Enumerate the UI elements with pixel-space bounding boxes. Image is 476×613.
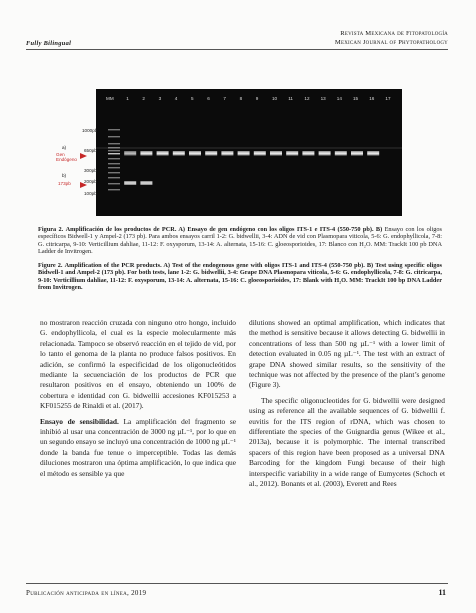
lane-number: 17 (385, 96, 391, 101)
caption-en-lead: Figure 2. (38, 262, 63, 269)
body-column-spanish (40, 318, 236, 479)
caption-es-lead: Figura 2. (38, 226, 64, 233)
panel-a-marker: a) (62, 145, 67, 150)
caption-en-title: Amplification of the PCR products. A) Test of the endogenous gene with oligos ITS-1 and ITS-4 (550-750 pb). B) (64, 262, 374, 269)
ladder-label-300: 300pb (84, 168, 97, 173)
specific-band-arrow (80, 182, 87, 188)
spanish-paragraph-1: no mostraron reacción cruzada con ninguno otro hongo, incluido G. endophyllicola, el cual es la especie molecularmente más relacionada. Tampoco se observó reacción en el tejido de vid, por lo tanto el genoma de la planta no produce falsos positivos. En adición, se confirmó la especificidad de los oligonucleótidos mediante la secuenciación de los productos de PCR que resultaron positivos en el ensayo, obteniendo un 100% de cobertura e identidad con G. bidwellii accesiones KF015253 a KF015255 de Rinaldi et al. (2017). (40, 318, 236, 411)
ladder-band (108, 172, 120, 173)
lane-number: 10 (272, 96, 278, 101)
ladder-band (108, 136, 120, 137)
ladder-band (108, 158, 120, 159)
lane-number: 12 (304, 96, 310, 101)
lane-number: 1 (126, 96, 129, 101)
lane-number: 5 (191, 96, 194, 101)
journal-title (335, 29, 448, 47)
page-number: 11 (438, 588, 446, 597)
lane-number: 14 (336, 96, 342, 101)
gel-bands (96, 89, 402, 216)
ladder-band (108, 163, 120, 164)
panel-b-marker: b) (62, 173, 67, 178)
ladder-band (108, 153, 120, 154)
endogenous-gene-band (221, 151, 233, 156)
footer-rule (26, 583, 448, 584)
running-header-left: Fully Bilingual (26, 40, 72, 47)
ladder-label-1000: 1000pb (82, 128, 98, 133)
ladder-label-650: 650pb (84, 148, 97, 153)
specific-173pb-band (124, 181, 136, 185)
specific-173pb-band (140, 181, 152, 185)
figure-caption-en (38, 262, 442, 291)
ladder-label-100: 100pb (84, 191, 97, 196)
ladder-band (108, 189, 120, 190)
endogenous-gene-band (173, 151, 185, 156)
figure-caption-es (38, 226, 442, 255)
journal-title-es: Revista Mexicana de Fitopatología (340, 30, 448, 37)
endogenous-gene-label: Gen Endógeno (56, 152, 77, 162)
lane-number: 4 (174, 96, 178, 101)
caption-en-body: Test using specific oligos Bidwell-1 and Ampel-2 (173 pb). For both tests, lane 1-2: G. bidwellii, 3-4: Grape DNA Plasmopara viticola, 5-6: G. endophyllicola, 7-8: G. citricarpa, 9-10: Verticillium dahliae, 11-12: F. oxysporum, 13-14: A. alternata, 15-16: C. gloeosporioides, 17: Blank with H₂O. MM: TrackIt 100 bp DNA Ladder from Invitrogen. (38, 262, 443, 291)
lane-number: 6 (207, 96, 210, 101)
journal-title-en: Mexican Journal of Phytopathology (334, 39, 448, 46)
english-paragraph-2: The specific oligonucleotides for G. bidwellii were designed using as reference all the available sequences of G. bidwellii f. euvitis for the ITS region of rDNA, which was chosen to differentiate the species of the Guignardia genus (Wikee et al., 2013a), because it is polymorphic. The internal transcribed spacers of this region have been proposed as a universal DNA Barcoding for the kingdom Fungi because of their high interspecific variability in a wide range of Eumycetes (Schoch et al., 2012). Bonants et al. (2003), Everett and Rees (249, 395, 445, 489)
endogenous-gene-band (319, 151, 331, 156)
endogenous-gene-band (157, 151, 169, 156)
endogenous-gene-band (238, 151, 250, 156)
specific-band-label: 173pb (58, 181, 71, 186)
header-rule (26, 49, 448, 50)
spanish-paragraph-2 (40, 417, 236, 479)
lane-number: 15 (353, 96, 359, 101)
spanish-paragraph-2-text: La amplificación del fragmento se inhibió al usar una concentración de 3000 ng µL⁻¹, por lo que en un segundo ensayo se incluyó una concentración de 1000 ng µL⁻¹ donde la banda fue tenue o imperceptible. Todas las demás diluciones mostraron una óptima amplificación, lo que indica que el método es sensible ya que (40, 416, 236, 478)
caption-es-title: Amplificación de los productos de PCR. A) Ensayo de gen endógeno con los oligos ITS-1 e ITS-4 (550-750 pb). B) (65, 226, 383, 233)
caption-es-body: Ensayo con los oligos específicos Bidwell-1 y Ampel-2 (173 pb). Para ambos ensayos carril 1-2: G. bidwellii, 3-4: ADN de vid con Plasmopara viticola, 5-6: G. endophyllicola, 7-8: G. citricarpa, 9-10: Verticillium dahliae, 11-12: F. oxysporum, 13-14: A. alternata, 15-16: C. gloeosporioides, 17: Blanco con H₂O. MM: TrackIt 100 pb DNA Ladder de Invitrogen. (38, 226, 442, 255)
endogenous-gene-band (124, 151, 136, 156)
ladder-band (108, 129, 120, 130)
english-paragraph-1: dilutions showed an optimal amplification, which indicates that the method is sensitive because it allows detecting G. bidwellii in concentrations of less than 500 ng µL⁻¹ with a lower limit of detection evaluated in 0.05 ng µL⁻¹. The test with an extract of grape DNA showed similar results, so the sensitivity of the technique was not affected by the presence of the plant’s genome (Figure 3). (249, 318, 445, 390)
lane-number: 11 (288, 96, 293, 101)
endogenous-gene-band (335, 151, 347, 156)
lane-number: MM (106, 96, 114, 101)
sensitivity-heading: Ensayo de sensibilidad. (40, 416, 119, 426)
gel-electrophoresis-image (96, 89, 402, 216)
lane-number: 7 (223, 96, 226, 101)
endogenous-gene-band (140, 151, 152, 156)
footer-publication-note: Publicación anticipada en línea, 2019 (26, 589, 147, 597)
endogenous-gene-band (205, 151, 217, 156)
lane-number: 13 (320, 96, 326, 101)
ladder-band (108, 177, 120, 178)
ladder-band (108, 167, 120, 168)
lane-number: 8 (239, 96, 243, 101)
ladder-band (108, 150, 120, 151)
endogenous-gene-band (351, 151, 363, 156)
endogenous-gene-band (270, 151, 282, 156)
ladder-label-200: 200pb (84, 179, 97, 184)
endogenous-gene-band (302, 151, 314, 156)
lane-number: 2 (142, 96, 145, 101)
endogenous-gene-band (189, 151, 201, 156)
lane-number: 3 (158, 96, 162, 101)
ladder-band (108, 183, 120, 184)
ladder-band (108, 147, 120, 148)
body-column-english (249, 318, 445, 490)
lane-number: 16 (369, 96, 375, 101)
endogenous-gene-band (254, 151, 266, 156)
endogenous-gene-band (286, 151, 298, 156)
endogenous-gene-band (367, 151, 379, 156)
ladder-band (108, 143, 120, 144)
lane-number: 9 (255, 96, 259, 101)
endogenous-band-arrow (80, 153, 87, 159)
